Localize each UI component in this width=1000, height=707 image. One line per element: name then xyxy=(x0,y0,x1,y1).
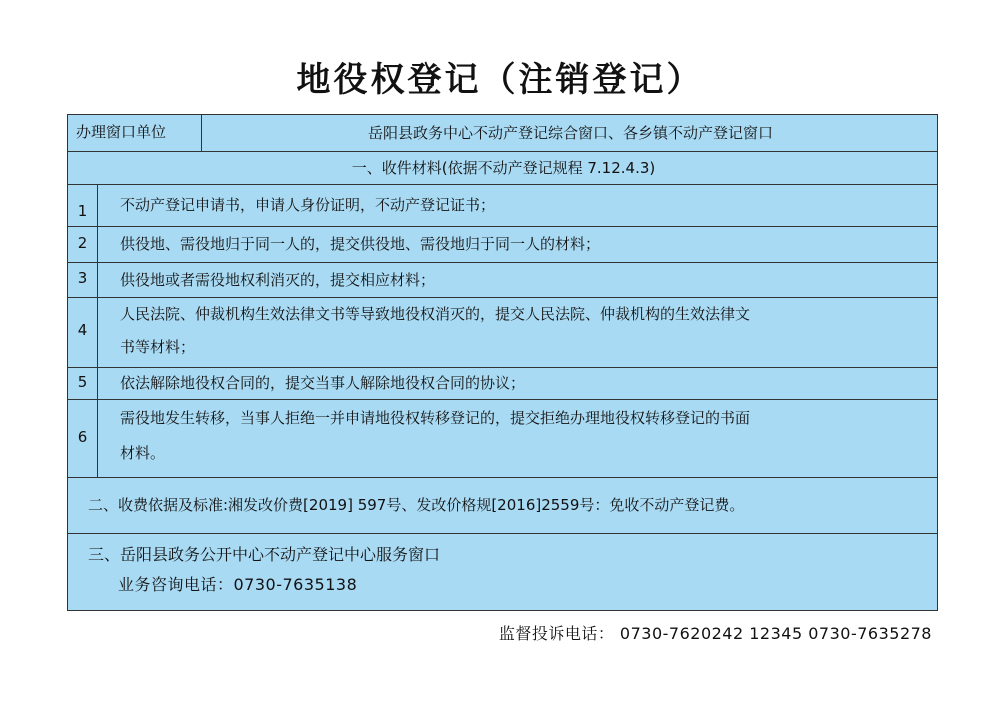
row-divider xyxy=(68,226,937,227)
item-number: 3 xyxy=(77,269,88,287)
row-divider xyxy=(68,184,937,185)
row-divider xyxy=(68,297,937,298)
item-number: 6 xyxy=(77,428,88,446)
item-number: 2 xyxy=(77,234,88,252)
complaint-phone: 监督投诉电话： 0730-7620242 12345 0730-7635278 xyxy=(498,624,932,643)
row-divider xyxy=(68,477,937,478)
office-value: 岳阳县政务中心不动产登记综合窗口、各乡镇不动产登记窗口 xyxy=(367,124,773,142)
row-divider xyxy=(68,262,937,263)
item-number: 1 xyxy=(77,202,88,220)
office-label: 办理窗口单位 xyxy=(76,123,167,141)
item-number: 4 xyxy=(77,321,88,339)
material-item-line2: 书等材料； xyxy=(120,338,196,356)
material-item-line2: 材料。 xyxy=(120,444,166,462)
row-divider xyxy=(68,367,937,368)
material-item-line1: 需役地发生转移，当事人拒绝一并申请地役权转移登记的，提交拒绝办理地役权转移登记的书面 xyxy=(120,409,751,427)
service-phone: 业务咨询电话：0730-7635138 xyxy=(118,575,358,594)
material-item: 供役地或者需役地权利消灭的，提交相应材料； xyxy=(120,271,436,289)
page-title: 地役权登记（注销登记） xyxy=(296,60,704,100)
info-table xyxy=(67,114,938,611)
material-item-line1: 人民法院、仲裁机构生效法律文书等导致地役权消灭的，提交人民法院、仲裁机构的生效法律文 xyxy=(120,305,751,323)
column-divider xyxy=(97,184,98,477)
item-number: 5 xyxy=(77,373,88,391)
row-divider xyxy=(68,399,937,400)
row-divider xyxy=(68,533,937,534)
row-divider xyxy=(68,151,937,152)
material-item: 依法解除地役权合同的，提交当事人解除地役权合同的协议； xyxy=(120,374,526,392)
material-item: 不动产登记申请书，申请人身份证明，不动产登记证书； xyxy=(120,196,496,214)
materials-heading: 一、收件材料(依据不动产登记规程 7.12.4.3) xyxy=(351,159,656,177)
service-window: 三、岳阳县政务公开中心不动产登记中心服务窗口 xyxy=(88,545,441,564)
fees-note: 二、收费依据及标准:湘发改价费[2019] 597号、发改价格规[2016]2559号：免收不动产登记费。 xyxy=(88,496,745,514)
material-item: 供役地、需役地归于同一人的，提交供役地、需役地归于同一人的材料； xyxy=(120,235,601,253)
